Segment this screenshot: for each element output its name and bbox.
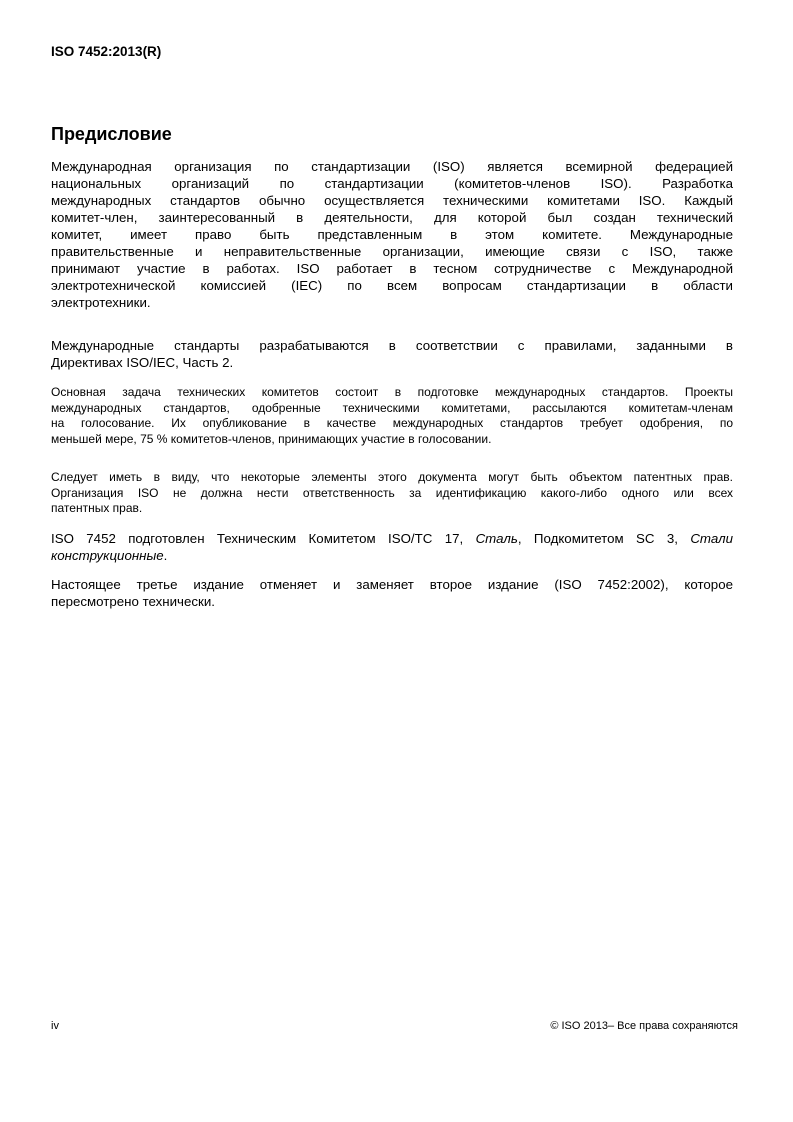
paragraph-line: пересмотрено технически. — [51, 593, 215, 609]
paragraph-line: международных стандартов обычно осуществляется техническими комитетами ISO. Каждый — [51, 193, 733, 208]
foreword-paragraphs — [51, 158, 733, 610]
paragraph-line: правительственные и неправительственные организации, имеющие связи с ISO, также — [51, 244, 733, 259]
paragraph — [51, 337, 733, 371]
paragraph-line: принимают участие в работах. ISO работает в тесном сотрудничестве с Международной — [51, 261, 733, 276]
paragraph — [51, 576, 733, 610]
paragraph-line — [51, 547, 733, 564]
paragraph-line: меньшей мере, 75 % комитетов-членов, принимающих участие в голосовании. — [51, 431, 492, 446]
section-title: Предисловие — [51, 124, 172, 144]
paragraph-line: Международная организация по стандартизации (ISO) является всемирной федерацией — [51, 159, 733, 174]
paragraph-line: электротехнической комиссией (IEC) по всем вопросам стандартизации в области — [51, 278, 733, 293]
page-number: iv — [51, 1020, 59, 1032]
paragraph — [51, 385, 733, 447]
document-reference: ISO 7452:2013(R) — [51, 44, 162, 59]
paragraph-line: Основная задача технических комитетов состоит в подготовке международных стандартов. Проекты — [51, 385, 733, 399]
paragraph-line: комитет-член, заинтересованный в деятельности, для которой был создан технический — [51, 210, 733, 225]
text-segment: , Подкомитетом SC 3, — [517, 530, 691, 546]
paragraph — [51, 470, 733, 517]
paragraph-line: международных стандартов, одобренные техническими комитетами, рассылаются комитетам-членам — [51, 400, 733, 415]
copyright-notice: © ISO 2013– Все права сохраняются — [550, 1020, 738, 1032]
paragraph-line: национальных организаций по стандартизации (комитетов-членов ISO). Разработка — [51, 176, 733, 191]
italic-text: Стали — [690, 530, 733, 546]
paragraph-line: патентных прав. — [51, 501, 143, 515]
text-segment: . — [163, 547, 168, 563]
page-footer — [51, 1020, 738, 1033]
paragraph-line: на голосование. Их опубликование в качестве международных стандартов требует одобрения, по — [51, 416, 733, 430]
paragraph-line — [51, 530, 733, 547]
paragraph — [51, 530, 733, 564]
paragraph-line: Организация ISO не должна нести ответственность за идентификацию какого-либо одного или всех — [51, 485, 733, 500]
paragraph-line: комитет, имеет право быть представленным в этом комитете. Международные — [51, 227, 733, 242]
paragraph — [51, 158, 733, 311]
text-segment: ISO 7452 подготовлен Техническим Комитетом ISO/TC 17, — [51, 530, 476, 546]
paragraph-line: электротехники. — [51, 295, 151, 310]
paragraph-line: Международные стандарты разрабатываются в соответствии с правилами, заданными в — [51, 338, 733, 353]
paragraph-line: Следует иметь в виду, что некоторые элементы этого документа могут быть объектом патентных прав. — [51, 470, 733, 484]
paragraph-line: Директивах ISO/IEC, Часть 2. — [51, 355, 234, 370]
italic-text: Сталь — [475, 530, 518, 546]
italic-text: конструкционные — [51, 547, 164, 563]
paragraph-line: Настоящее третье издание отменяет и заменяет второе издание (ISO 7452:2002), которое — [51, 576, 733, 592]
